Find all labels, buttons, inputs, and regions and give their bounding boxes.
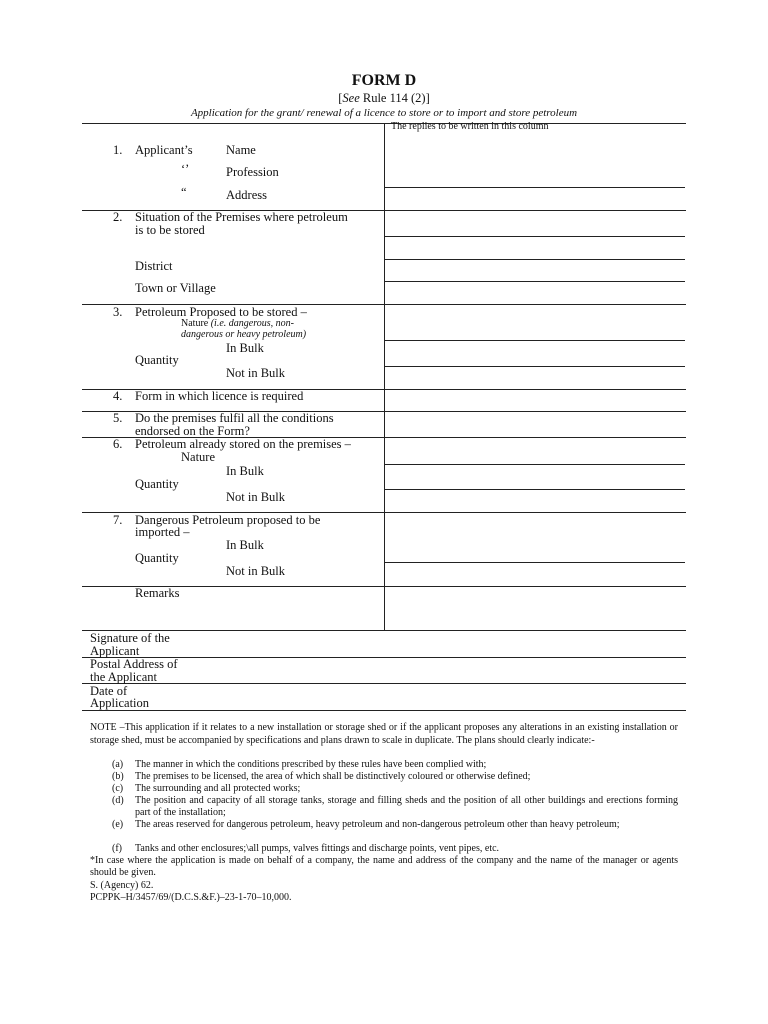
premises-label: Situation of the Premises where petroleum	[135, 210, 348, 224]
name-label: Name	[226, 143, 256, 157]
note-item	[90, 795, 678, 819]
section-number: 3.	[113, 305, 123, 319]
note-item-label: (e)	[112, 819, 124, 830]
reply-line	[384, 236, 685, 237]
section-separator	[82, 683, 686, 684]
ditto-mark: “	[181, 185, 187, 199]
not-in-bulk-label: Not in Bulk	[226, 366, 286, 380]
quantity-label: Quantity	[135, 477, 179, 491]
nature-note: dangerous or heavy petroleum)	[181, 329, 307, 340]
section-separator	[82, 710, 686, 711]
column-divider	[384, 123, 385, 631]
applicant-label: Applicant’s	[135, 143, 193, 157]
section-number: 6.	[113, 437, 123, 451]
reply-line	[384, 340, 685, 341]
in-bulk-label: In Bulk	[226, 538, 264, 552]
conditions-label-cont: endorsed on the Form?	[135, 424, 250, 438]
reply-line	[384, 489, 685, 490]
stored-petroleum-label: Petroleum already stored on the premises –	[135, 437, 351, 451]
remarks-label: Remarks	[135, 586, 180, 600]
note-item	[90, 771, 678, 783]
not-in-bulk-label: Not in Bulk	[226, 490, 286, 504]
company-note: *In case where the application is made on behalf of a company, the name and address of the company and the name of the manager or agents should be given.	[90, 855, 678, 878]
section-separator	[82, 630, 686, 631]
in-bulk-label: In Bulk	[226, 341, 264, 355]
reply-line	[384, 187, 685, 188]
address-label: Address	[226, 188, 267, 202]
section-number: 1.	[113, 143, 123, 157]
signature-label-cont: Applicant	[90, 644, 140, 658]
note-item	[90, 783, 678, 795]
date-label-cont: Application	[90, 696, 150, 710]
form-title: FORM D	[351, 72, 417, 89]
rule-reference: [See Rule 114 (2)]	[338, 91, 430, 105]
not-in-bulk-label: Not in Bulk	[226, 564, 286, 578]
reply-line	[384, 366, 685, 367]
dangerous-petroleum-label-cont: imported –	[135, 525, 190, 539]
section-number: 2.	[113, 210, 123, 224]
note-item-text: The areas reserved for dangerous petroleum, heavy petroleum and non-dangerous petroleum other than heavy petroleum;	[135, 819, 620, 830]
print-reference: PCPPK–H/3457/69/(D.C.S.&F.)–23-1-70–10,000.	[90, 892, 292, 903]
nature-label: Nature	[181, 450, 216, 464]
nature-label: Nature (i.e. dangerous, non-	[181, 318, 294, 329]
note-item-label: (d)	[112, 795, 124, 806]
postal-address-label: Postal Address of	[90, 657, 178, 671]
reply-line	[384, 281, 685, 282]
note-item	[90, 843, 678, 855]
profession-label: Profession	[226, 165, 279, 179]
note-item	[90, 759, 678, 771]
agency-code: S. (Agency) 62.	[90, 880, 154, 891]
note-intro: NOTE –This application if it relates to a new installation or storage shed or if the applicant proposes any alterations in an existing installation or storage shed, must be accompanied by specifications and plans drawn to scale in duplicate. The plans should clearly indicate:-	[90, 722, 678, 746]
note-item-label: (b)	[112, 771, 124, 782]
proposed-petroleum-label: Petroleum Proposed to be stored –	[135, 305, 307, 319]
quantity-label: Quantity	[135, 353, 179, 367]
note-item-text: Tanks and other enclosures;\all pumps, valves fittings and discharge points, vent pipes, etc.	[135, 843, 500, 854]
note-item-label: (c)	[112, 783, 124, 794]
note-item-label: (f)	[112, 843, 122, 854]
note-item-text: The position and capacity of all storage tanks, storage and filling sheds and the position of all other buildings and erections forming part of the installation;	[135, 795, 678, 818]
district-label: District	[135, 259, 173, 273]
note-item-text: The manner in which the conditions prescribed by these rules have been complied with;	[135, 759, 487, 770]
note-item-text: The surrounding and all protected works;	[135, 783, 301, 794]
note-item-label: (a)	[112, 759, 124, 770]
town-label: Town or Village	[135, 281, 216, 295]
dangerous-petroleum-label: Dangerous Petroleum proposed to be	[135, 513, 321, 527]
date-label: Date of	[90, 684, 128, 698]
ditto-mark: ‘’	[181, 162, 190, 176]
conditions-label: Do the premises fulfil all the conditions	[135, 411, 334, 425]
in-bulk-label: In Bulk	[226, 464, 264, 478]
form-subtitle: Application for the grant/ renewal of a licence to store or to import and store petroleum	[190, 107, 578, 119]
section-number: 4.	[113, 389, 123, 403]
section-number: 7.	[113, 513, 123, 527]
postal-address-label-cont: the Applicant	[90, 670, 157, 684]
reply-line	[384, 259, 685, 260]
premises-label-cont: is to be stored	[135, 223, 205, 237]
quantity-label: Quantity	[135, 551, 179, 565]
reply-line	[384, 464, 685, 465]
note-item-text: The premises to be licensed, the area of which shall be distinctively coloured or otherwise defined;	[135, 771, 531, 782]
signature-label: Signature of the	[90, 631, 170, 645]
licence-form-label: Form in which licence is required	[135, 389, 304, 403]
reply-line	[384, 562, 685, 563]
section-number: 5.	[113, 411, 123, 425]
note-item	[90, 819, 678, 843]
column-note: The replies to be written in this column	[391, 121, 549, 132]
